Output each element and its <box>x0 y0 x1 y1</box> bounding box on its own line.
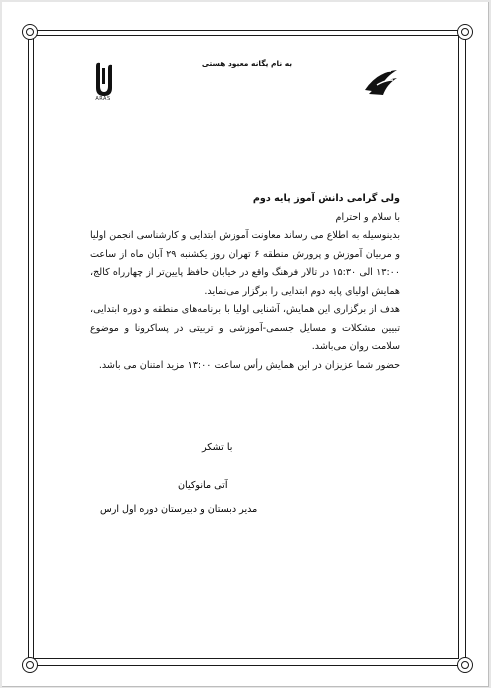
paragraph-attendance: حضور شما عزیزان در این همایش رأس ساعت ۱۳:۰۰ مزید امتنان می باشد. <box>98 359 400 371</box>
closing: با تشکر <box>202 442 233 453</box>
salutation: ولی گرامی دانش آموز پایه دوم <box>252 193 400 204</box>
letter-body <box>90 190 400 375</box>
border-corner-ornament <box>457 657 473 673</box>
ministry-logo-icon <box>363 68 399 96</box>
document-page <box>2 2 489 687</box>
border-corner-ornament <box>22 24 38 40</box>
border-corner-ornament <box>457 24 473 40</box>
paragraph-purpose: هدف از برگزاری این همایش، آشنایی اولیا با برنامه‌های منطقه و دوره ابتدایی، تبیین مشکلات و مسایل جسمی-آموزشی و تربیتی در پساکرونا و موضوع سلامت روان می‌باشد. <box>90 304 400 352</box>
logo-caption: ARAS <box>95 96 111 102</box>
bismillah-heading: به نام یگانه معبود هستی <box>201 59 293 68</box>
border-corner-ornament <box>22 657 38 673</box>
greeting: با سلام و احترام <box>335 211 400 223</box>
signer-title: مدیر دبستان و دبیرستان دوره اول ارس <box>100 504 258 515</box>
signer-name: آتی مانوکیان <box>178 480 228 491</box>
paragraph-announcement: بدینوسیله به اطلاع می رساند معاونت آموزش ابتدایی و کارشناسی انجمن اولیا و مربیان آموزش و پرورش منطقه ۶ تهران روز یکشنبه ۲۹ آبان ماه از ساعت ۱۳:۰۰ الی ۱۵:۳۰ در تالار فرهنگ واقع در خیابان حافظ پایین‌تر از چهارراه کالج، همایش اولیای پایه دوم ابتدایی را برگزار می‌نماید. <box>90 230 400 297</box>
